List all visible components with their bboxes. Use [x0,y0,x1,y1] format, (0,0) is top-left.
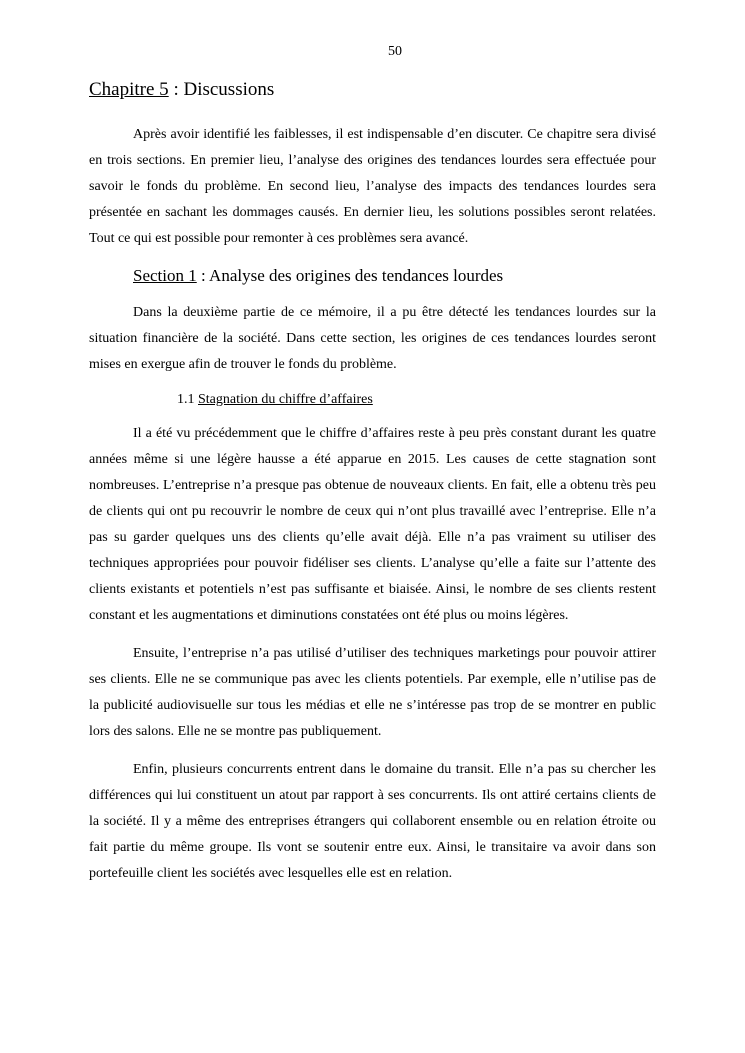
section-label: Section 1 [133,266,197,285]
body-paragraph: Enfin, plusieurs concurrents entrent dans le domaine du transit. Elle n’a pas su chercher les différences qui lui constituent un atout par rapport à ses concurrents. Ils ont attiré certains clients de la société. Il y a même des entreprises étrangers qui collaborent ensemble ou en relation étroite ou fait partie du même groupe. Ils vont se soutenir entre eux. Ainsi, le transitaire va avoir dans son portefeuille client les sociétés avec lesquelles elle est en relation. [89,762,656,881]
chapter-separator: : [168,79,184,100]
section-title: Analyse des origines des tendances lourdes [209,266,504,285]
intro-paragraph: Après avoir identifié les faiblesses, il est indispensable d’en discuter. Ce chapitre sera divisé en trois sections. En premier lieu, l’analyse des origines des tendances lourdes sera effectuée pour savoir le fonds du problème. En second lieu, l’analyse des impacts des tendances lourdes sera présentée en sachant les dommages causés. En dernier lieu, les solutions possibles seront relatées. Tout ce qui est possible pour remonter à ces problèmes sera avancé. [89,127,656,246]
subsection-heading [177,390,656,410]
page-content [89,76,656,899]
page-number: 50 [388,44,402,59]
chapter-title: Discussions [183,79,275,100]
section-heading [133,264,656,288]
section-intro-paragraph: Dans la deuxième partie de ce mémoire, il a pu être détecté les tendances lourdes sur la situation financière de la société. Dans cette section, les origines de ces tendances lourdes seront mises en exergue afin de trouver le fonds du problème. [89,305,656,372]
subsection-number: 1.1 [177,392,198,407]
section-separator: : [196,266,210,285]
chapter-label: Chapitre 5 [89,79,169,100]
subsection-title: Stagnation du chiffre d’affaires [198,392,373,407]
body-paragraph: Ensuite, l’entreprise n’a pas utilisé d’utiliser des techniques marketings pour pouvoir attirer ses clients. Elle ne se communique pas avec les clients potentiels. Par exemple, elle n’utilise pas de la publicité audiovisuelle sur tous les médias et elle ne s’intéresse pas trop de se montrer en public lors des salons. Elle ne se montre pas publiquement. [89,646,656,739]
body-paragraph: Il a été vu précédemment que le chiffre d’affaires reste à peu près constant durant les quatre années même si une légère hausse a été apparue en 2015. Les causes de cette stagnation sont nombreuses. L’entreprise n’a presque pas obtenue de nouveaux clients. En fait, elle a obtenu très peu de clients qui ont pu recouvrir le nombre de ceux qui n’ont plus travaillé avec l’entreprise. Elle n’a pas su garder quelques uns des clients qu’elle avait déjà. Elle n’a pas vraiment su utiliser des techniques appropriées pour pouvoir fidéliser ses clients. L’analyse qu’elle a faite sur l’attente des clients existants et potentiels n’est pas suffisante et biaisée. Ainsi, le nombre de ses clients restent constant et les augmentations et diminutions constatées ont été plus ou moins légères. [89,426,656,623]
chapter-heading [89,76,656,104]
